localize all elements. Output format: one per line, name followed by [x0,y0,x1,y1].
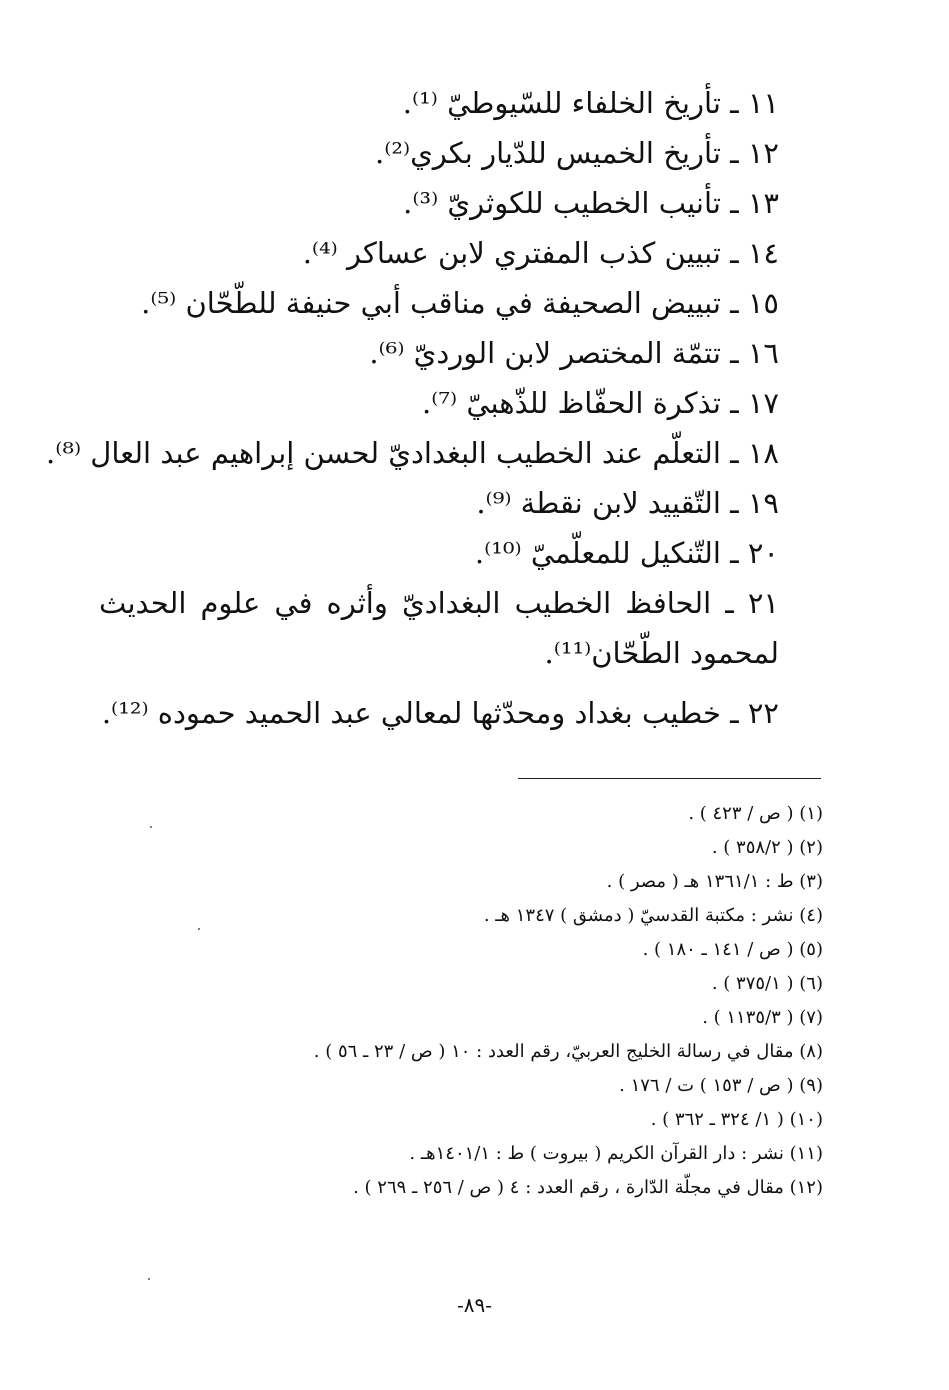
bibliography-entry: ١٤ ـ تبيين كذب المفتري لابن عساكر ⁽⁴⁾. [302,236,779,270]
footnote: (٣) ط : ١٣٦١/١ هـ ( مصر ) . [606,871,823,892]
footnote: (٩) ( ص / ١٥٣ ) ت / ١٧٦ . [619,1075,823,1096]
footnote-separator [518,778,821,779]
footnote: (١٢) مقال في مجلّة الدّارة ، رقم العدد : ٤ ( ص / ٢٥٦ ـ ٢٦٩ ) . [353,1177,823,1198]
bibliography-entry: ٢٢ ـ خطيب بغداد ومحدّثها لمعالي عبد الحميد حموده ⁽¹²⁾. [101,696,779,730]
bibliography-entry: ١٦ ـ تتمّة المختصر لابن الورديّ ⁽⁶⁾. [369,336,779,370]
bibliography-entry: ١٩ ـ التّقييد لابن نقطة ⁽⁹⁾. [476,486,779,520]
bibliography-entry: ١٥ ـ تبييض الصحيفة في مناقب أبي حنيفة للطّحّان ⁽⁵⁾. [141,286,779,320]
scan-speck [150,826,152,828]
bibliography-entry: ٢٠ ـ التّنكيل للمعلّميّ ⁽¹⁰⁾. [474,536,779,570]
footnote: (١) ( ص / ٤٢٣ ) . [688,803,823,824]
bibliography-entry: ١١ ـ تأريخ الخلفاء للسّيوطيّ ⁽¹⁾. [402,86,779,120]
footnote: (٥) ( ص / ١٤١ ـ ١٨٠ ) . [642,939,823,960]
bibliography-list [45,78,779,738]
footnotes [123,797,823,1205]
bibliography-entry: ١٨ ـ التعلّم عند الخطيب البغداديّ لحسن إبراهيم عبد العال ⁽⁸⁾. [45,436,779,470]
bibliography-entry: ١٢ ـ تأريخ الخميس للدّيار بكري⁽²⁾. [374,136,779,170]
scan-speck [148,1278,150,1280]
bibliography-entry: ١٣ ـ تأنيب الخطيب للكوثريّ ⁽³⁾. [403,186,779,220]
footnote: (٧) ( ١١٣٥/٣ ) . [702,1007,823,1028]
bibliography-entry: ١٧ ـ تذكرة الحفّاظ للذّهبيّ ⁽⁷⁾. [422,386,779,420]
footnote: (٢) ( ٣٥٨/٢ ) . [711,837,823,858]
footnote: (١٠) ( ١/ ٣٢٤ ـ ٣٦٢ ) . [650,1109,823,1130]
page-number: -٨٩- [456,1293,492,1317]
footnote: (٤) نشر : مكتبة القدسيّ ( دمشق ) ١٣٤٧ هـ . [483,905,823,926]
bibliography-entry: ٢١ ـ الحافظ الخطيب البغداديّ وأثره في علوم الحديث لمحمود الطّحّان⁽¹¹⁾. [99,586,779,670]
scan-speck [198,928,200,930]
footnote: (٦) ( ٣٧٥/١ ) . [711,973,823,994]
footnote: (١١) نشر : دار القرآن الكريم ( بيروت ) ط : ١٤٠١/١هـ . [409,1143,823,1164]
footnote: (٨) مقال في رسالة الخليج العربيّ، رقم العدد : ١٠ ( ص / ٢٣ ـ ٥٦ ) . [313,1041,823,1062]
